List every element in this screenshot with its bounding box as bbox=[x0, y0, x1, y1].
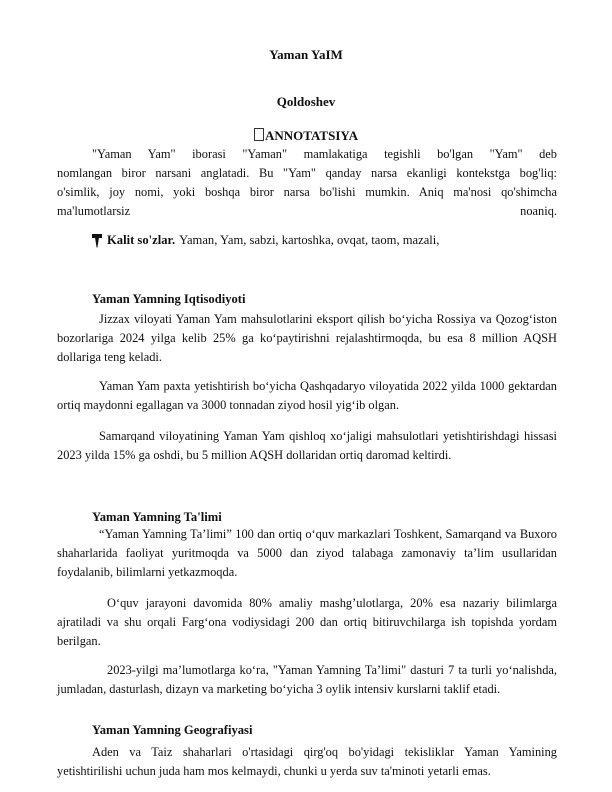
paragraph: Yaman Yam paxta yetishtirish bo‘yicha Qashqadaryo viloyatida 2022 yilda 1000 gektardan ortiq maydonni egallagan va 3000 tonnadan ziyod hosil yig‘ib olgan. bbox=[57, 379, 557, 412]
keywords-row bbox=[92, 233, 439, 248]
section-body-geography bbox=[57, 743, 557, 781]
missing-glyph-icon bbox=[254, 128, 264, 141]
abstract-line: nomlangan biror narsani anglatadi. Bu "Yam" qanday narsa ekanligi kontekstga bog'liq: bbox=[57, 166, 557, 180]
section-body-education bbox=[57, 594, 557, 651]
section-heading-education: Yaman Yamning Ta'limi bbox=[92, 510, 222, 524]
abstract-line: "Yaman Yam" iborasi "Yaman" mamlakatiga tegishli bo'lgan "Yam" deb bbox=[92, 147, 557, 161]
section-body-economy bbox=[57, 427, 557, 465]
paragraph: Samarqand viloyatining Yaman Yam qishloq xo‘jaligi mahsulotlari yetishtirishdagi hissasi 2023 yilda 15% ga oshdi, bu 5 million AQSH dollaridan ortiq daromad keltirdi. bbox=[57, 429, 557, 462]
section-heading-economy: Yaman Yamning Iqtisodiyoti bbox=[92, 292, 246, 306]
section-body-education bbox=[57, 525, 557, 582]
document-author: Qoldoshev bbox=[276, 94, 336, 109]
section-body-economy bbox=[57, 310, 557, 367]
paragraph: O‘quv jarayoni davomida 80% amaliy mashg’ulotlarga, 20% esa nazariy bilimlarga ajratiladi va shu orqali Farg‘ona vodiysidagi 200 dan ortiq bitiruvchilarga ish topishda yordam berilgan. bbox=[57, 596, 557, 648]
paragraph: 2023-yilgi ma’lumotlarga ko‘ra, "Yaman Yamning Ta’limi" dasturi 7 ta turli yo‘nalishda, jumladan, dasturlash, dizayn va marketing bo‘yicha 3 oylik intensiv kurslarni taklif etadi. bbox=[57, 663, 557, 696]
paragraph: Aden va Taiz shaharlari o'rtasidagi qirg'oq bo'yidagi tekisliklar Yaman Yamining yetishtirilishi uchun juda ham mos kelmaydi, chunki u yerda suv ta'minoti yetarli emas. bbox=[57, 745, 557, 778]
section-body-education bbox=[57, 661, 557, 699]
abstract-body bbox=[57, 145, 557, 221]
paragraph: “Yaman Yamning Ta’limi” 100 dan ortiq o‘quv markazlari Toshkent, Samarqand va Buxoro shaharlarida faoliyat yuritmoqda va 5000 dan ziyod talabaga zamonaviy ta’lim usullaridan foydalanib, bilimlarni yetkazmoqda. bbox=[57, 527, 557, 579]
abstract-line: o'simlik, joy nomi, yoki boshqa biror narsa bo'lishi mumkin. Aniq ma'nosi qo'shimcha bbox=[57, 185, 557, 199]
section-body-economy bbox=[57, 377, 557, 415]
abstract-line: ma'lumotlarsiz noaniq. bbox=[57, 204, 557, 218]
keywords-label: Kalit so'zlar. bbox=[107, 233, 176, 247]
section-heading-geography: Yaman Yamning Geografiyasi bbox=[92, 723, 253, 737]
abstract-heading-row bbox=[0, 128, 612, 144]
keywords-text: Yaman, Yam, sabzi, kartoshka, ovqat, taom, mazali, bbox=[179, 233, 440, 247]
document-title: Yaman YaIM bbox=[269, 47, 343, 62]
abstract-heading: ANNOTATSIYA bbox=[265, 128, 358, 143]
pushpin-icon bbox=[92, 234, 102, 248]
paragraph: Jizzax viloyati Yaman Yam mahsulotlarini eksport qilish bo‘yicha Rossiya va Qozog‘iston bozorlariga 2024 yilga kelib 25% ga ko‘paytirishni rejalashtirmoqda, bu esa 8 million AQSH dollariga teng keladi. bbox=[57, 312, 557, 364]
